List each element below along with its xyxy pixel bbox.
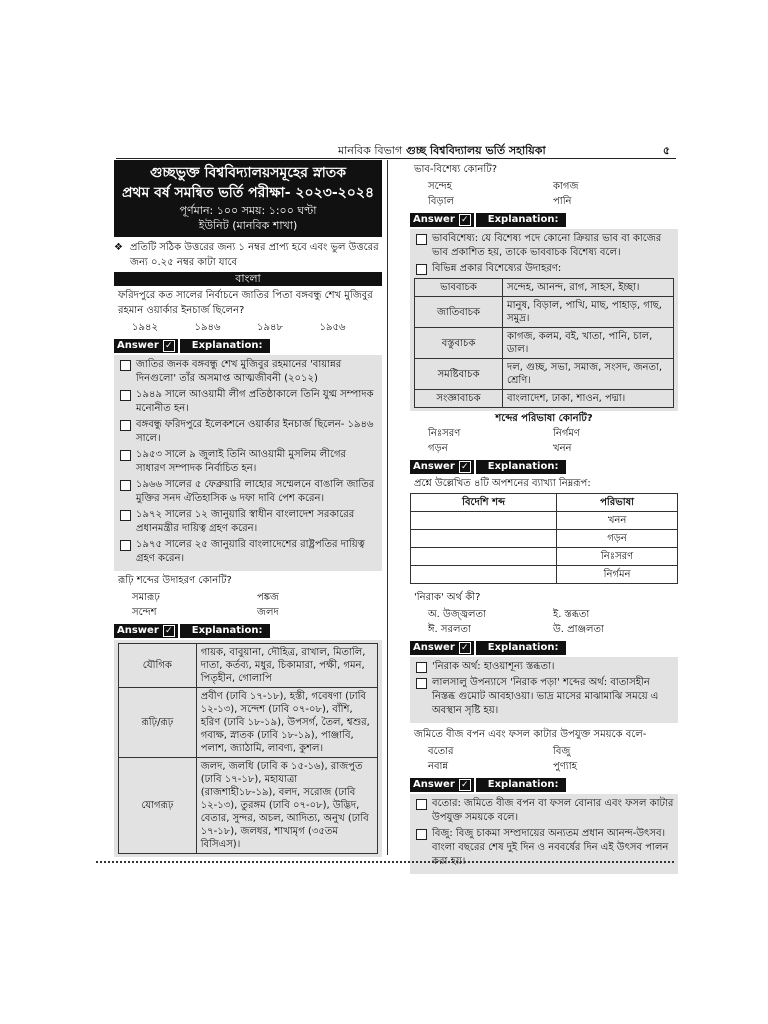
checkbox-icon: [416, 799, 427, 810]
explanation-label: Explanation:: [476, 641, 567, 655]
q4-explanation: প্রশ্নে উল্লেখিত ৪টি অপশনের ব্যাখ্যা নিম্নরূপ:: [414, 478, 591, 489]
checkbox-icon: [416, 829, 427, 840]
title-line1: গুচ্ছভুক্ত বিশ্ববিদ্যালয়সমূহের স্নাতক: [149, 165, 347, 181]
explanation-item: ১৯৭২ সালের ১২ জানুয়ারি স্বাধীন বাংলাদেশ সরকারের প্রধানমন্ত্রীর দায়িত্ব গ্রহণ করেন।: [118, 508, 378, 536]
diamond-bullet-icon: ❖: [114, 242, 123, 253]
option: নিঃসরণ: [428, 428, 461, 439]
title-line4: ইউনিট (মানবিক শাখা): [198, 219, 298, 232]
table-row: রূঢ়ি/রূঢ় প্রবীণ (ঢাবি ১৭-১৮), হস্তী, গবেষণা (ঢাবি ১২-১৩), সন্দেশ (ঢাবি ০৭-০৮), বাঁশি, হরিণ (ঢাবি ১৮-১৯), উপসর্গ, তৈল, শ্বশুর, গবাক্ষ, স্নাতক (ঢাবি ১৮-১৯), পাঞ্জাবি, পলাশ, জ্যাঠামি, লাবণ্য, কুশল।: [119, 688, 378, 758]
explanation-box: [410, 229, 678, 411]
table-row: ভাববাচক সন্দেহ, আনন্দ, রাগ, সাহস, ইচ্ছা।: [415, 279, 674, 297]
question-5: 'নিরাক' অর্থ কী?: [414, 592, 481, 603]
checkbox-icon: [120, 450, 131, 461]
option: সন্দেশ: [132, 607, 157, 618]
check-icon: ✓: [459, 779, 471, 791]
explanation-label: Explanation:: [180, 624, 271, 638]
table-row: যৌগিক গায়ক, বাবুয়ানা, দৌহিত্র, রাখাল, মিতালি, দাতা, কর্তব্য, মধুর, চিকামারা, পক্ষী, গমন, পিতৃহীন, গোলাপি: [119, 644, 378, 688]
page-number: ৫: [662, 144, 670, 157]
column-divider: [387, 160, 388, 855]
exam-title-box: [114, 160, 382, 237]
option: পঙ্কজ: [257, 592, 279, 603]
section-label: বাংলা: [114, 272, 382, 286]
option: উ. প্রাঞ্জলতা: [553, 624, 604, 635]
table-header-row: বিদেশি শব্দ পরিভাষা: [411, 494, 678, 512]
checkbox-icon: [416, 678, 427, 689]
explanation-item: বতোর: জমিতে বীজ বপন বা ফসল বোনার এবং ফসল কাটার উপযুক্ত সময়কে বলে।: [414, 797, 674, 825]
option: সন্দেহ: [428, 181, 452, 192]
footer-dotted-rule: [96, 861, 674, 863]
checkbox-icon: [416, 662, 427, 673]
explanation-label: Explanation:: [476, 460, 567, 474]
table-row: সংজ্ঞাবাচক বাংলাদেশ, ঢাকা, শাওন, পদ্মা।: [415, 390, 674, 408]
check-icon: ✓: [163, 340, 175, 352]
explanation-label: Explanation:: [476, 213, 567, 227]
table-row: বস্তুবাচক কাগজ, কলম, বই, খাতা, পানি, চাল, ডাল।: [415, 328, 674, 359]
explanation-item: জাতির জনক বঙ্গবন্ধু শেখ মুজিবুর রহমানের 'বায়ান্নর দিনগুলো' তাঁর অসমাপ্ত আত্মজীবনী (২০১২): [118, 358, 378, 386]
explanation-item: লালসালু উপন্যাসে 'নিরাক পড়া' শব্দের অর্থ: বাতাসহীন নিস্তব্ধ গুমোট আবহাওয়া। ভাদ্র মাসের মাঝামাঝি সময়ে এ অবস্থান সৃষ্টি হয়।: [414, 676, 674, 718]
answer-bar: [114, 624, 382, 638]
explanation-item: ১৯৫৩ সালে ৯ জুলাই তিনি আওয়ামী মুসলিম লীগের সাধারণ সম্পাদক নির্বাচিত হন।: [118, 448, 378, 476]
question-1-options: [114, 320, 382, 335]
table-row: খনন: [411, 512, 678, 530]
table-row: নির্গমন: [411, 566, 678, 584]
marking-note-text: প্রতিটি সঠিক উত্তরের জন্য ১ নম্বর প্রাপ্য হবে এবং ভুল উত্তরের জন্য ০.২৫ নম্বর কাটা যাবে: [130, 242, 379, 268]
noun-type-table: [414, 278, 674, 408]
page-header: [116, 140, 676, 159]
option: সমারূঢ়: [132, 592, 160, 603]
header-section: মানবিক বিভাগ: [338, 144, 403, 157]
option: নবান্ন: [428, 761, 449, 772]
answer-label: Answer: [413, 642, 455, 653]
terminology-table: [410, 493, 678, 584]
header-book-title: গুচ্ছ বিশ্ববিদ্যালয় ভর্তি সহায়িকা: [406, 144, 546, 157]
explanation-item: ১৯৭৫ সালের ২৫ জানুয়ারি বাংলাদেশের রাষ্ট্রপতির দায়িত্ব গ্রহণ করেন।: [118, 538, 378, 566]
check-icon: ✓: [459, 214, 471, 226]
explanation-box: [410, 657, 678, 723]
explanation-item: বিজু: বিজু চাকমা সম্প্রদায়ের অন্যতম প্রধান আনন্দ-উৎসব। বাংলা বছরের শেষ দুই দিন ও নববর্ষের দিন এই উৎসব পালন করা হয়।: [414, 827, 674, 869]
answer-bar: [410, 778, 678, 792]
explanation-item: ভাববিশেষ্য: যে বিশেষ্য পদে কোনো ক্রিয়ার ভাব বা কাজের ভাব প্রকাশিত হয়, তাকে ভাববাচক বিশেষ্য বলে।: [414, 232, 674, 260]
explanation-label: Explanation:: [476, 778, 567, 792]
answer-label: Answer: [117, 625, 159, 636]
answer-label: Answer: [117, 340, 159, 351]
option: গড়ন: [428, 443, 448, 454]
table-row: যোগরূঢ় জলদ, জলধি (ঢাবি ক ১৫-১৬), রাজপুত (ঢাবি ১৭-১৮), মহাযাত্রা (রাজশাহী১৮-১৯), বলদ, সরোজ (ঢাবি ১২-১৩), তুরঙ্গম (ঢাবি ০৭-০৮), উদ্ভিদ, বেতার, সুন্দর, অচল, আদিত্য, অনুখ (ঢাবি ১৭-১৮), জলধর, শাখামৃগ (৩৫তম বিসিএস)।: [119, 758, 378, 854]
answer-bar: [410, 213, 678, 227]
answer-bar: [114, 339, 382, 353]
table-row: নিঃসরণ: [411, 548, 678, 566]
checkbox-icon: [120, 540, 131, 551]
checkbox-icon: [120, 390, 131, 401]
option: ১৯৪৬: [194, 322, 221, 333]
checkbox-icon: [120, 510, 131, 521]
option: কাগজ: [553, 181, 579, 192]
option: পানি: [553, 196, 572, 207]
explanation-item: বিভিন্ন প্রকার বিশেষ্যের উদাহরণ:: [414, 262, 674, 276]
check-icon: ✓: [163, 625, 175, 637]
question-3: ভাব-বিশেষ্য কোনটি?: [414, 164, 498, 175]
answer-label: Answer: [413, 779, 455, 790]
title-line2: প্রথম বর্ষ সমন্বিত ভর্তি পরীক্ষা- ২০২৩-২০২৪: [121, 185, 375, 201]
option: পুণ্যাহ: [553, 761, 577, 772]
explanation-box: [114, 355, 382, 571]
table-row: সমষ্টিবাচক দল, গুচ্ছ, সভা, সমাজ, সংসদ, জনতা, শ্রেণি।: [415, 359, 674, 390]
option: বতোর: [428, 746, 454, 757]
explanation-item: ১৯৪৯ সালে আওয়ামী লীগ প্রতিষ্ঠাকালে তিনি যুগ্ম সম্পাদক মনোনীত হন।: [118, 388, 378, 416]
option: খনন: [553, 443, 572, 454]
option: ১৯৪২: [132, 322, 158, 333]
option: ই. স্তব্ধতা: [553, 609, 590, 620]
option: বিড়াল: [428, 196, 454, 207]
right-column: [410, 160, 678, 874]
check-icon: ✓: [459, 461, 471, 473]
table-row: গড়ন: [411, 530, 678, 548]
word-type-table: [118, 643, 378, 854]
explanation-label: Explanation:: [180, 339, 271, 353]
question-4-options: [410, 426, 678, 456]
option: অ. উজ্জ্বলতা: [428, 609, 486, 620]
explanation-box: [114, 640, 382, 857]
answer-label: Answer: [413, 214, 455, 225]
question-2: রূঢ়ি শব্দের উদাহরণ কোনটি?: [118, 575, 232, 586]
question-4: শব্দের পরিভাষা কোনটি?: [495, 413, 593, 424]
title-line3: পূর্ণমান: ১০০ সময়: ১:০০ ঘণ্টা: [179, 204, 317, 217]
answer-label: Answer: [413, 461, 455, 472]
option: ১৯৫৬: [319, 322, 346, 333]
marking-note: [114, 240, 382, 270]
question-3-options: [410, 179, 678, 209]
question-5-options: [410, 607, 678, 637]
answer-bar: [410, 641, 678, 655]
question-2-options: [114, 590, 382, 620]
checkbox-icon: [416, 234, 427, 245]
checkbox-icon: [120, 480, 131, 491]
question-1: ফরিদপুরে কত সালের নির্বাচনে জাতির পিতা বঙ্গবন্ধু শেখ মুজিবুর রহমান ওয়ার্কার ইনচার্জ ছিলেন?: [118, 290, 373, 316]
explanation-item: ১৯৬৬ সালের ৫ ফেব্রুয়ারি লাহোর সম্মেলনে বাঙালি জাতির মুক্তির সনদ ঐতিহাসিক ৬ দফা দাবি পেশ করেন।: [118, 478, 378, 506]
question-6-options: [410, 744, 678, 774]
check-icon: ✓: [459, 642, 471, 654]
checkbox-icon: [416, 264, 427, 275]
option: ১৯৪৮: [257, 322, 283, 333]
question-6: জমিতে বীজ বপন এবং ফসল কাটার উপযুক্ত সময়কে বলে-: [414, 729, 647, 740]
checkbox-icon: [120, 360, 131, 371]
explanation-item: 'নিরাক অর্থ: হাওয়াশূন্য স্তব্ধতা।: [414, 660, 674, 674]
left-column: [114, 160, 382, 857]
table-row: জাতিবাচক মানুষ, বিড়াল, পাখি, মাছ, পাহাড়, গাছ, সমুদ্র।: [415, 297, 674, 328]
checkbox-icon: [120, 420, 131, 431]
option: ঈ. সরলতা: [428, 624, 471, 635]
answer-bar: [410, 460, 678, 474]
option: বিজু: [553, 746, 571, 757]
explanation-item: বঙ্গবন্ধু ফরিদপুরে ইলেকশনে ওয়ার্কার ইনচার্জ ছিলেন- ১৯৪৬ সালে।: [118, 418, 378, 446]
option: নির্গমণ: [553, 428, 580, 439]
option: জলদ: [257, 607, 279, 618]
